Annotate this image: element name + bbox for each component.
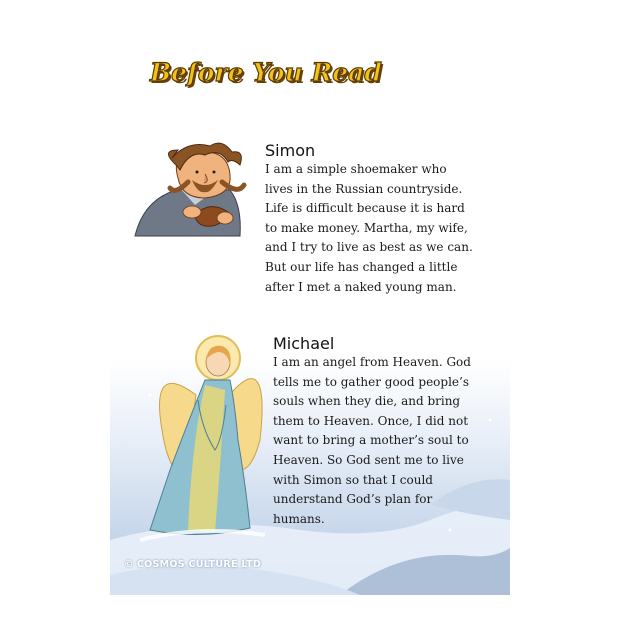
description-line: But our life has changed a little xyxy=(265,259,458,274)
character-name-michael: Michael xyxy=(273,334,335,353)
description-line: after I met a naked young man. xyxy=(265,279,457,294)
description-line: understand God’s plan for xyxy=(273,492,433,507)
copyright-notice xyxy=(124,559,261,570)
description-line: Heaven. So God sent me to live xyxy=(273,452,464,467)
copyright-symbol: © xyxy=(124,559,134,570)
description-line: them to Heaven. Once, I did not xyxy=(273,413,469,428)
character-description-michael xyxy=(273,353,471,529)
description-line: humans. xyxy=(273,511,325,526)
description-line: I am a simple shoemaker who xyxy=(265,162,447,176)
description-line: souls when they die, and bring xyxy=(273,394,461,409)
description-line: tells me to gather good people’s xyxy=(273,374,469,389)
description-line: Life is difficult because it is hard xyxy=(265,201,465,216)
page-title: Before You Read xyxy=(150,58,382,87)
description-line: I am an angel from Heaven. God xyxy=(273,355,471,369)
description-line: want to bring a mother’s soul to xyxy=(273,433,469,448)
copyright-text: COSMOS CULTURE LTD xyxy=(136,559,262,570)
description-line: with Simon so that I could xyxy=(273,472,433,487)
character-description-simon xyxy=(265,160,473,297)
description-line: lives in the Russian countryside. xyxy=(265,181,463,196)
character-name-simon: Simon xyxy=(265,141,316,160)
description-line: to make money. Martha, my wife, xyxy=(265,220,468,235)
description-line: and I try to live as best as we can. xyxy=(265,240,473,255)
